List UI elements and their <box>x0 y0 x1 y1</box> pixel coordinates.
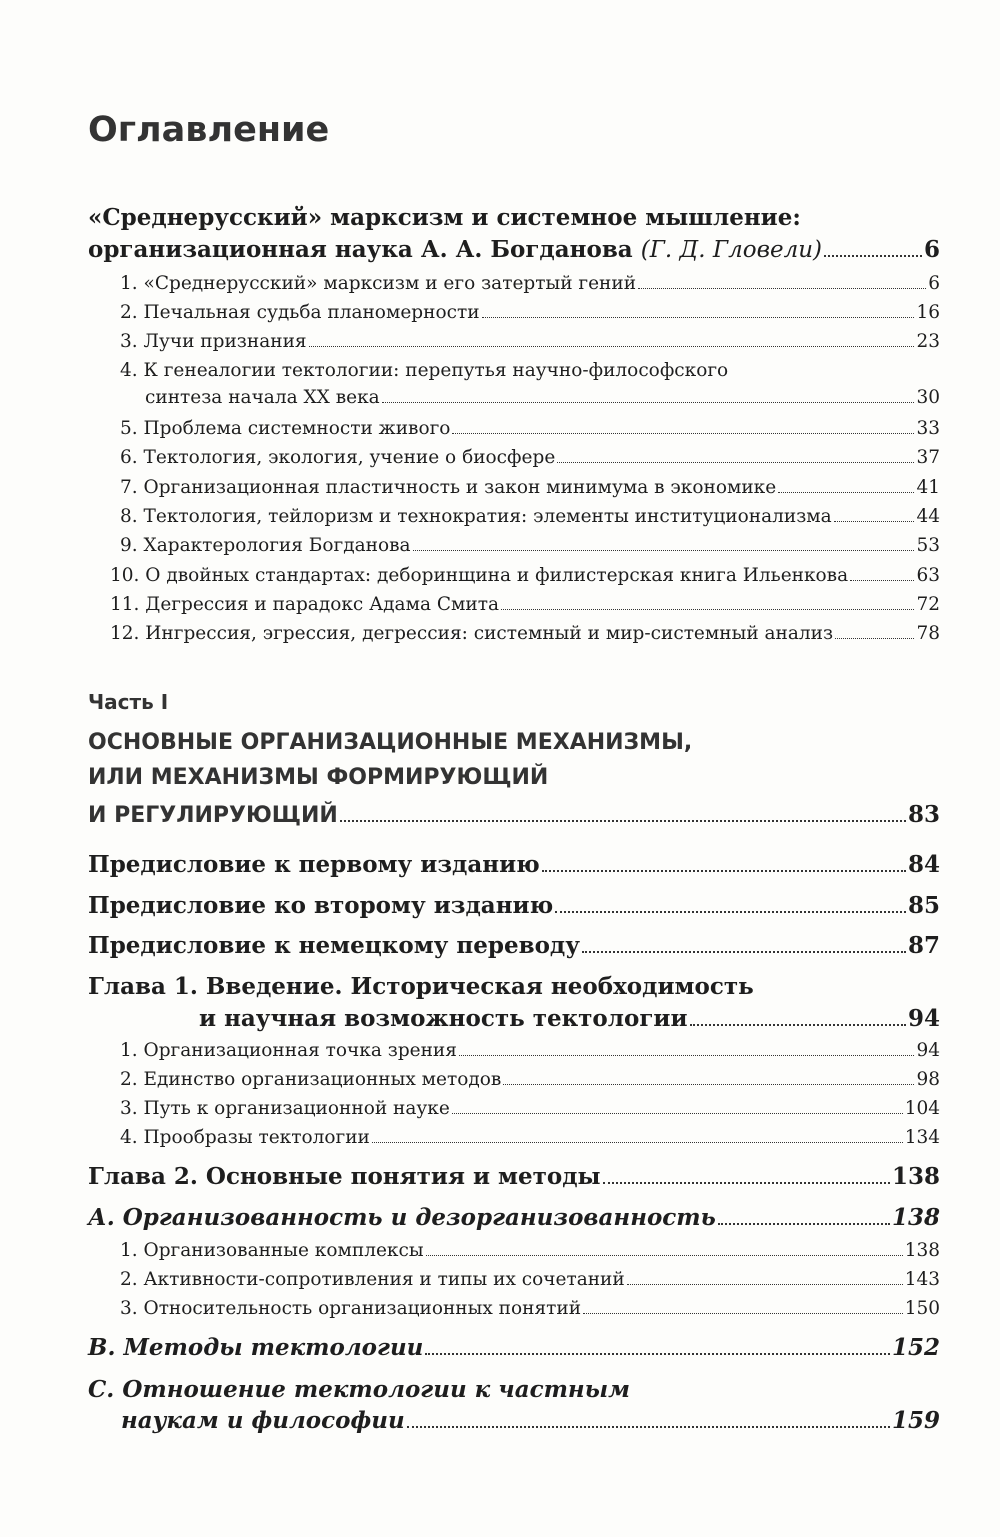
toc-entry-ch1-3[interactable] <box>120 1098 940 1119</box>
part-title-line1: ОСНОВНЫЕ ОРГАНИЗАЦИОННЫЕ МЕХАНИЗМЫ, <box>88 730 693 755</box>
toc-entry-label: Предисловие ко второму изданию <box>88 892 554 919</box>
page-number: 83 <box>907 801 940 828</box>
page-number: 84 <box>907 851 940 878</box>
dot-leader <box>425 1342 890 1356</box>
page-number: 138 <box>891 1163 940 1190</box>
dot-leader <box>778 483 914 493</box>
page-number: 63 <box>916 565 940 586</box>
dot-leader <box>413 541 915 551</box>
page-number: 143 <box>904 1269 940 1290</box>
toc-entry-ch1-1[interactable] <box>120 1040 940 1061</box>
page-number: 134 <box>904 1127 940 1148</box>
toc-entry-intro-4[interactable] <box>145 387 940 408</box>
page-number: 85 <box>907 892 940 919</box>
toc-entry-intro-2[interactable] <box>120 302 940 323</box>
dot-leader <box>309 337 915 347</box>
dot-leader <box>557 453 914 463</box>
toc-entry-label: 12. Ингрессия, эгрессия, дегрессия: системный и мир-системный анализ <box>110 623 834 644</box>
toc-entry-label: Предисловие к первому изданию <box>88 851 540 878</box>
toc-entry-a-2[interactable] <box>120 1269 940 1290</box>
page-number: 159 <box>891 1407 940 1434</box>
toc-entry-label: 5. Проблема системности живого <box>120 418 451 439</box>
toc-entry-label: 3. Относительность организационных понятий <box>120 1298 582 1319</box>
dot-leader <box>426 1246 903 1256</box>
dot-leader <box>542 859 906 873</box>
dot-leader <box>482 308 915 318</box>
chapter1-title-line1[interactable]: Глава 1. Введение. Историческая необходимость <box>88 973 754 1000</box>
toc-entry-label: Предисловие к немецкому переводу <box>88 932 580 959</box>
toc-entry-label: 3. Путь к организационной науке <box>120 1098 450 1119</box>
toc-entry-label: В. Методы тектологии <box>88 1334 424 1361</box>
page-number: 44 <box>916 506 940 527</box>
page-number: 94 <box>907 1005 940 1032</box>
toc-entry-intro-12[interactable] <box>110 623 940 644</box>
page-number: 53 <box>916 535 940 556</box>
dot-leader <box>834 512 915 522</box>
part-label: Часть I <box>88 690 169 714</box>
page-number: 138 <box>891 1204 940 1231</box>
page-number: 30 <box>916 387 940 408</box>
toc-entry-preface-2[interactable] <box>88 892 940 919</box>
toc-entry-intro[interactable] <box>88 236 940 263</box>
dot-leader <box>452 424 914 434</box>
toc-entry-label: 7. Организационная пластичность и закон минимума в экономике <box>120 477 777 498</box>
page-number: 72 <box>916 594 940 615</box>
toc-entry-intro-10[interactable] <box>110 565 940 586</box>
dot-leader <box>407 1415 890 1429</box>
toc-entry-label: 2. Активности-сопротивления и типы их сочетаний <box>120 1269 625 1290</box>
page-number: 78 <box>916 623 940 644</box>
toc-entry-label: 8. Тектология, тейлоризм и технократия: элементы институционализма <box>120 506 832 527</box>
dot-leader <box>638 279 926 289</box>
toc-entry-label: 10. О двойных стандартах: деборинщина и филистерская книга Ильенкова <box>110 565 849 586</box>
toc-entry-label: 1. Организационная точка зрения <box>120 1040 457 1061</box>
page-number: 98 <box>916 1069 940 1090</box>
page-number: 6 <box>928 273 940 294</box>
toc-entry-label: 2. Печальная судьба планомерности <box>120 302 480 323</box>
page-number: 138 <box>904 1240 940 1261</box>
toc-entry-intro-5[interactable] <box>120 418 940 439</box>
toc-entry-label: 9. Характерология Богданова <box>120 535 411 556</box>
toc-entry-label: Глава 2. Основные понятия и методы <box>88 1163 601 1190</box>
dot-leader <box>372 1133 903 1143</box>
toc-entry-label: 4. Прообразы тектологии <box>120 1127 370 1148</box>
page-number: 152 <box>891 1334 940 1361</box>
dot-leader <box>850 571 914 581</box>
dot-leader <box>501 600 914 610</box>
page-title: Оглавление <box>88 110 330 150</box>
dot-leader <box>382 393 915 403</box>
toc-entry-intro-1[interactable] <box>120 273 940 294</box>
toc-entry-intro-6[interactable] <box>120 447 940 468</box>
page-number: 94 <box>916 1040 940 1061</box>
dot-leader <box>452 1104 903 1114</box>
toc-entry-intro-3[interactable] <box>120 331 940 352</box>
toc-entry-intro-4-line1[interactable]: 4. К генеалогии тектологии: перепутья научно-философского <box>120 360 729 381</box>
toc-entry-a-3[interactable] <box>120 1298 940 1319</box>
toc-entry-label: 6. Тектология, экология, учение о биосфере <box>120 447 556 468</box>
dot-leader <box>340 809 906 822</box>
dot-leader <box>603 1171 890 1185</box>
dot-leader <box>583 1304 903 1314</box>
toc-entry-preface-3[interactable] <box>88 932 940 959</box>
toc-entry-chapter-1[interactable] <box>199 1005 940 1032</box>
page-number: 41 <box>916 477 940 498</box>
page-number: 23 <box>916 331 940 352</box>
toc-entry-ch1-4[interactable] <box>120 1127 940 1148</box>
toc-entry-section-a[interactable] <box>88 1204 940 1231</box>
toc-entry-label: синтеза начала XX века <box>145 387 380 408</box>
toc-entry-intro-7[interactable] <box>120 477 940 498</box>
intro-title-line1: «Среднерусский» марксизм и системное мышление: <box>88 204 801 231</box>
part-title-line2: ИЛИ МЕХАНИЗМЫ ФОРМИРУЮЩИЙ <box>88 765 549 790</box>
dot-leader <box>835 629 914 639</box>
page-number: 6 <box>923 236 940 263</box>
toc-entry-ch1-2[interactable] <box>120 1069 940 1090</box>
part-title-line3: И РЕГУЛИРУЮЩИЙ <box>88 803 338 828</box>
toc-entry-chapter-2[interactable] <box>88 1163 940 1190</box>
dot-leader <box>718 1212 890 1226</box>
toc-entry-a-1[interactable] <box>120 1240 940 1261</box>
dot-leader <box>690 1013 906 1027</box>
toc-entry-part-1[interactable] <box>88 801 940 828</box>
page-number: 150 <box>904 1298 940 1319</box>
toc-entry-section-c[interactable] <box>121 1407 940 1434</box>
chapter1-title-line2: и научная возможность тектологии <box>199 1005 688 1032</box>
dot-leader <box>824 244 922 258</box>
intro-title-line2: организационная наука А. А. Богданова <box>88 236 633 263</box>
intro-author: (Г. Д. Гловели) <box>640 237 823 263</box>
page-number: 87 <box>907 932 940 959</box>
toc-entry-intro-11[interactable] <box>110 594 940 615</box>
toc-entry-label: А. Организованность и дезорганизованность <box>88 1204 716 1231</box>
dot-leader <box>459 1046 915 1056</box>
page-number: 37 <box>916 447 940 468</box>
page-number: 16 <box>916 302 940 323</box>
dot-leader <box>582 940 906 954</box>
page-number: 104 <box>904 1098 940 1119</box>
toc-entry-intro-8[interactable] <box>120 506 940 527</box>
section-c-title-line1[interactable]: С. Отношение тектологии к частным <box>88 1376 630 1403</box>
toc-entry-label: 11. Дегрессия и парадокс Адама Смита <box>110 594 500 615</box>
toc-entry-label: 3. Лучи признания <box>120 331 307 352</box>
section-c-title-line2: наукам и философии <box>121 1407 405 1434</box>
dot-leader <box>555 900 906 914</box>
toc-entry-intro-9[interactable] <box>120 535 940 556</box>
dot-leader <box>627 1275 903 1285</box>
toc-entry-label: 2. Единство организационных методов <box>120 1069 502 1090</box>
page-number: 33 <box>916 418 940 439</box>
toc-entry-section-b[interactable] <box>88 1334 940 1361</box>
dot-leader <box>503 1075 914 1085</box>
toc-entry-label: 1. Организованные комплексы <box>120 1240 424 1261</box>
toc-entry-preface-1[interactable] <box>88 851 940 878</box>
toc-entry-label: 1. «Среднерусский» марксизм и его затертый гений <box>120 273 637 294</box>
